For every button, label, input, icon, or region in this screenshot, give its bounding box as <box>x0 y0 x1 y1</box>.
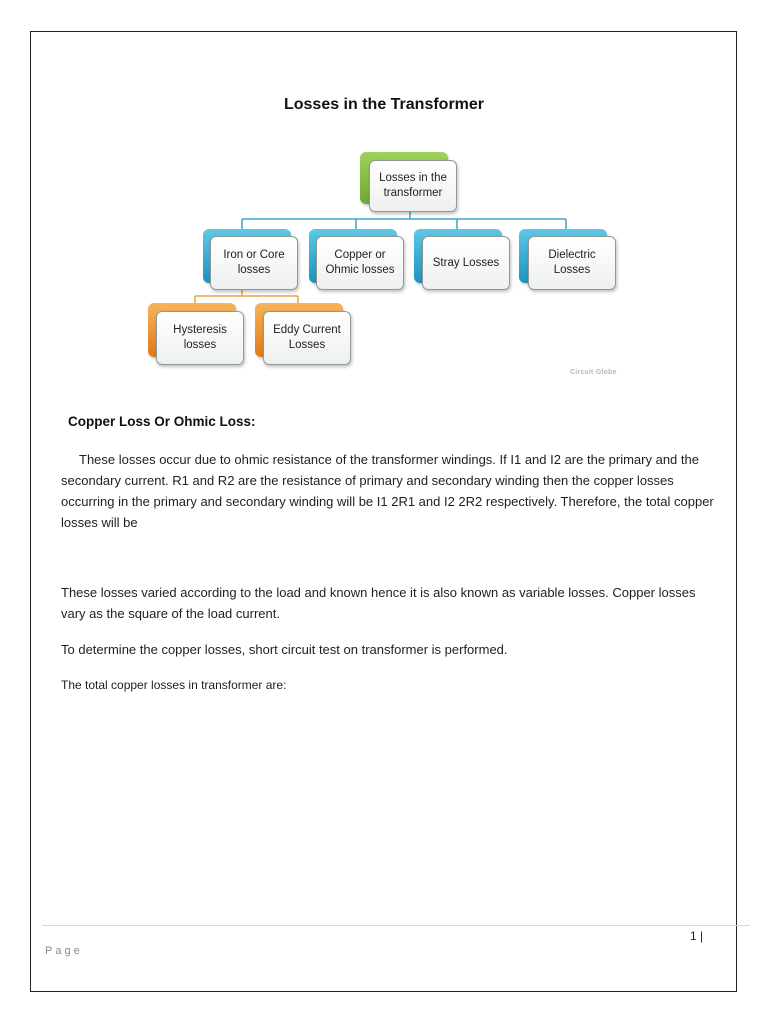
node-losses-in-transformer: Losses in the transformer <box>369 160 457 212</box>
section-heading: Copper Loss Or Ohmic Loss: <box>68 414 256 429</box>
node-stray-losses: Stray Losses <box>422 236 510 290</box>
paragraph-total-copper-losses: The total copper losses in transformer are: <box>61 678 287 692</box>
paragraph-variable-losses: These losses varied according to the load and known hence it is also known as variable losses. Copper losses vary as the square of the load current. <box>61 585 696 621</box>
paragraph-copper-loss-definition: These losses occur due to ohmic resistance of the transformer windings. If I1 and I2 are the primary and the secondary current. R1 and R2 are the resistance of primary and secondary winding then the copper losses occurring in the primary and secondary winding will be I1 2R1 and I2 2R2 respectively. Therefore, the total copper losses will be <box>61 452 714 530</box>
page-label: Page <box>45 945 83 957</box>
level1-connectors <box>242 212 566 233</box>
node-dielectric-losses: Dielectric Losses <box>528 236 616 290</box>
page-number: 1 | <box>690 929 704 943</box>
watermark-text: Circuit Globe <box>570 369 617 376</box>
paragraph-short-circuit-test: To determine the copper losses, short circuit test on transformer is performed. <box>61 642 508 657</box>
node-copper-ohmic-losses: Copper or Ohmic losses <box>316 236 404 290</box>
losses-tree-diagram <box>0 0 768 400</box>
node-iron-core-losses: Iron or Core losses <box>210 236 298 290</box>
node-eddy-current-losses: Eddy Current Losses <box>263 311 351 365</box>
node-hysteresis-losses: Hysteresis losses <box>156 311 244 365</box>
footer-divider <box>42 925 750 926</box>
document-title: Losses in the Transformer <box>283 96 485 113</box>
